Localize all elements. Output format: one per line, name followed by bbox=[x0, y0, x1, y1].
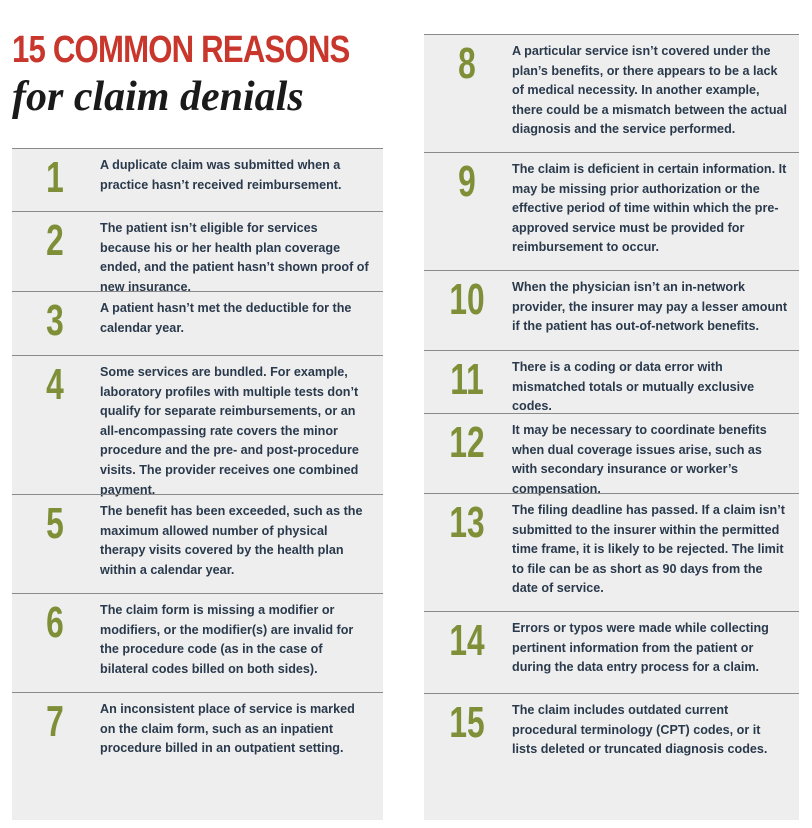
reason-item bbox=[12, 692, 383, 821]
reason-number: 10 bbox=[449, 275, 485, 324]
reason-number: 7 bbox=[46, 697, 64, 746]
reason-number: 6 bbox=[46, 598, 64, 647]
reason-text: The patient isn’t eligible for services because his or her health plan coverage ended, and the patient hasn’t shown proof of new insurance. bbox=[100, 221, 369, 294]
reason-text: The filing deadline has passed. If a claim isn’t submitted to the insurer within the permitted time frame, it is likely to be rejected. The limit to file can be as short as 90 days from the date of service. bbox=[512, 503, 785, 596]
reason-text: Some services are bundled. For example, laboratory profiles with multiple tests don’t qualify for separate reimbursements, or an all-encompassing rate covers the minor procedure and the pre- and post-procedure visits. The provider receives one combined payment. bbox=[100, 365, 359, 497]
reason-text: The claim form is missing a modifier or modifiers, or the modifier(s) are invalid for the procedure code (as in the case of bilateral codes billed on both sides). bbox=[100, 603, 354, 676]
right-column bbox=[424, 34, 799, 820]
left-column bbox=[12, 148, 383, 820]
reason-number: 11 bbox=[450, 355, 484, 404]
reason-number: 5 bbox=[46, 499, 64, 548]
reason-text: The claim is deficient in certain information. It may be missing prior authorization or the effective period of time within which the pre-approved service must be provided for reimbursement to occur. bbox=[512, 162, 787, 255]
reason-item bbox=[12, 148, 383, 212]
reason-text: The benefit has been exceeded, such as the maximum allowed number of physical therapy visits covered by the health plan within a calendar year. bbox=[100, 504, 363, 577]
reason-text: The claim includes outdated current procedural terminology (CPT) codes, or it lists deleted or truncated diagnosis codes. bbox=[512, 703, 768, 757]
reason-item bbox=[12, 211, 383, 292]
reason-number: 8 bbox=[458, 39, 476, 88]
reason-item bbox=[424, 693, 799, 821]
reason-text: A patient hasn’t met the deductible for the calendar year. bbox=[100, 301, 352, 335]
reason-number: 1 bbox=[46, 153, 64, 202]
reason-item bbox=[12, 593, 383, 693]
reason-item bbox=[424, 350, 799, 414]
reason-text: Errors or typos were made while collecting pertinent information from the patient or during the data entry process for a claim. bbox=[512, 621, 769, 675]
reason-number: 9 bbox=[458, 157, 476, 206]
reason-item bbox=[424, 611, 799, 694]
reason-number: 4 bbox=[46, 360, 64, 409]
reason-text: It may be necessary to coordinate benefits when dual coverage issues arise, such as with secondary insurance or worker’s compensation. bbox=[512, 423, 767, 496]
reason-text: A duplicate claim was submitted when a practice hasn’t received reimbursement. bbox=[100, 158, 342, 192]
reason-item bbox=[424, 34, 799, 153]
reason-number: 14 bbox=[449, 616, 485, 665]
reason-number: 13 bbox=[449, 498, 485, 547]
title-line-1: 15 COMMON REASONS bbox=[12, 29, 350, 71]
title-line-2: for claim denials bbox=[12, 74, 304, 120]
reason-text: There is a coding or data error with mismatched totals or mutually exclusive codes. bbox=[512, 360, 755, 414]
reason-item bbox=[12, 355, 383, 495]
reason-item bbox=[12, 494, 383, 594]
reason-text: When the physician isn’t an in-network provider, the insurer may pay a lesser amount if the patient has out-of-network benefits. bbox=[512, 280, 788, 334]
reason-item bbox=[424, 270, 799, 351]
reason-item bbox=[424, 152, 799, 271]
reason-text: An inconsistent place of service is marked on the claim form, such as an inpatient procedure billed in an outpatient setting. bbox=[100, 702, 355, 756]
reason-item bbox=[424, 493, 799, 612]
reason-item bbox=[424, 413, 799, 494]
reason-number: 2 bbox=[46, 216, 64, 265]
reason-item bbox=[12, 291, 383, 356]
reason-number: 3 bbox=[46, 296, 64, 345]
reason-text: A particular service isn’t covered under the plan’s benefits, or there appears to be a lack of medical necessity. In another example, there could be a mismatch between the actual diagnosis and the service performed. bbox=[512, 44, 788, 137]
reason-number: 15 bbox=[449, 698, 485, 747]
reason-number: 12 bbox=[449, 418, 485, 467]
